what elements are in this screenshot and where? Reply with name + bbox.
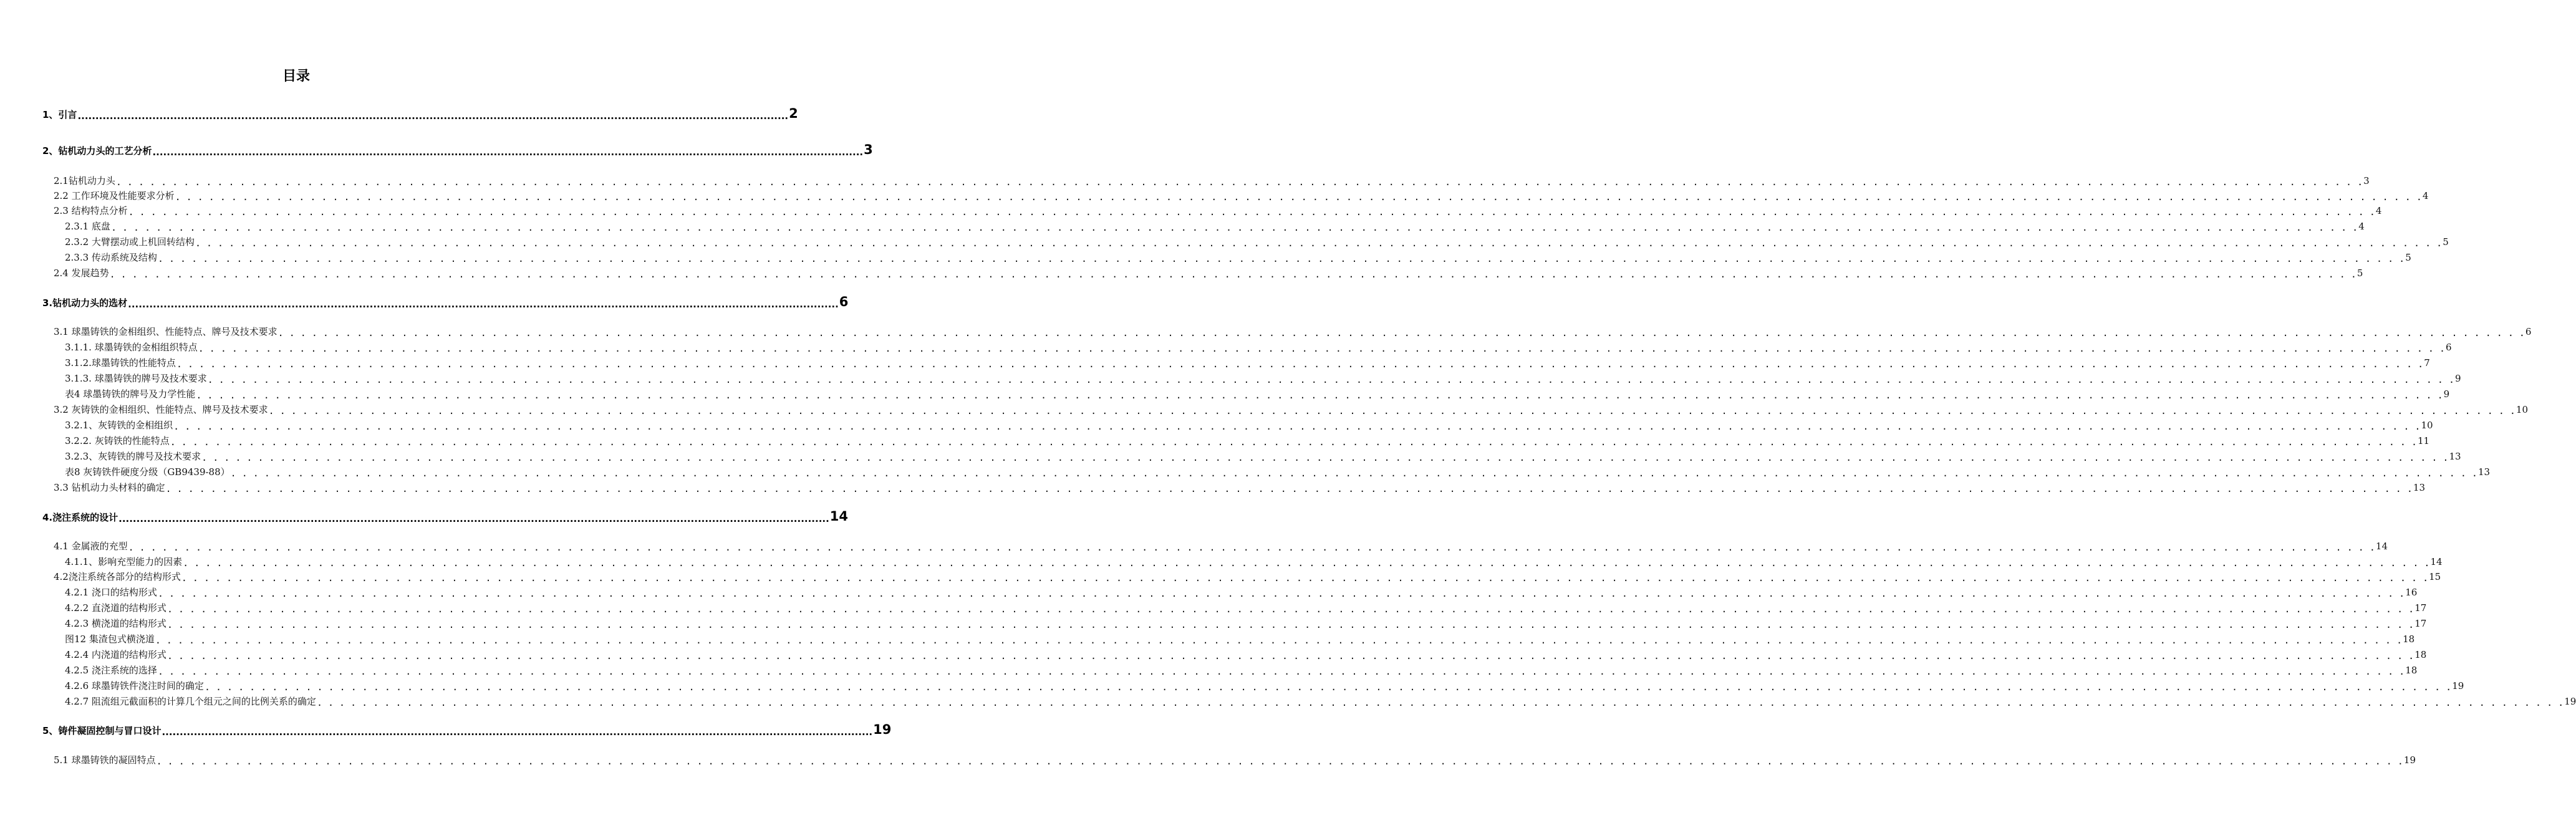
- leader-dots: . . . . . . . . . . . . . . . . . . . . . . . . . . . . . . . . . . . . . . . . . . . . . . . . . . . . . . . . . . . . . . . . . . . . . . . . . . . . . . . . . . . . . . . . . . . . . . . . . . . . . . . . . . . . . . . . . . . . . . . . . . . . . . . . . . . . . . . . . . . . . . . . . . . . . . . . . . . . . . . . . . . . . . . . . . . . . . . . . . . . . . . . . . . . . . . . . . . . . . . .: [173, 421, 2421, 432]
- toc-page-number: 5: [2405, 252, 2411, 263]
- toc-page-number: 17: [2414, 602, 2427, 614]
- toc-page-number: 13: [2477, 466, 2491, 478]
- toc-entry-3-3[interactable]: [54, 480, 2425, 495]
- leader-dots: . . . . . . . . . . . . . . . . . . . . . . . . . . . . . . . . . . . . . . . . . . . . . . . . . . . . . . . . . . . . . . . . . . . . . . . . . . . . . . . . . . . . . . . . . . . . . . . . . . . . . . . . . . . . . . . . . . . . . . . . . . . . . . . . . . . . . . . . . . . . . . . . . . . . . . . . . . . . . . . . . . . . . . . . . . . . . . . . . . . . . . . . . . . . . . . . . . . . . . . .: [196, 390, 2443, 401]
- toc-page-number: 4: [2358, 221, 2365, 232]
- leader-dots: . . . . . . . . . . . . . . . . . . . . . . . . . . . . . . . . . . . . . . . . . . . . . . . . . . . . . . . . . . . . . . . . . . . . . . . . . . . . . . . . . . . . . . . . . . . . . . . . . . . . . . . . . . . . . . . . . . . . . . . . . . . . . . . . . . . . . . . . . . . . . . . . . . . . . . . . . . . . . . . . . . . . . . . . . . . . . . . . . . . . . . . . . . . . . . . . . . . . . . . .: [175, 191, 2422, 203]
- leader-dots: . . . . . . . . . . . . . . . . . . . . . . . . . . . . . . . . . . . . . . . . . . . . . . . . . . . . . . . . . . . . . . . . . . . . . . . . . . . . . . . . . . . . . . . . . . . . . . . . . . . . . . . . . . . . . . . . . . . . . . . . . . . . . . . . . . . . . . . . . . . . . . . . . . . . . . . . . . . . . . . . . . . . . . . . . . . . . . . . . . . . . . . . . . . . . . . . . . . . . . . .: [204, 681, 2452, 693]
- toc-page-number: 19: [2452, 680, 2464, 691]
- toc-label: 2.2 工作环境及性能要求分析: [54, 190, 175, 201]
- leader-dots: . . . . . . . . . . . . . . . . . . . . . . . . . . . . . . . . . . . . . . . . . . . . . . . . . . . . . . . . . . . . . . . . . . . . . . . . . . . . . . . . . . . . . . . . . . . . . . . . . . . . . . . . . . . . . . . . . . . . . . . . . . . . . . . . . . . . . . . . . . . . . . . . . . . . . . . . . . . . . . . . . . . . . . . . . . . . . . . . . . . . . . . . . . . . . . . . . . . . . . . .: [195, 238, 2443, 249]
- leader-dots: . . . . . . . . . . . . . . . . . . . . . . . . . . . . . . . . . . . . . . . . . . . . . . . . . . . . . . . . . . . . . . . . . . . . . . . . . . . . . . . . . . . . . . . . . . . . . . . . . . . . . . . . . . . . . . . . . . . . . . . . . . . . . . . . . . . . . . . . . . . . . . . . . . . . . . . . . . . . . . . . . . . . . . . . . . . . . . . . . . . . . . . . . . . . . . . . . . . . . . . .: [166, 604, 2414, 615]
- leader-dots: ........................................................................................................................................................................................................: [152, 147, 864, 158]
- toc-entry-2-3[interactable]: [54, 203, 2382, 218]
- toc-label: 4.浇注系统的设计: [42, 512, 118, 523]
- toc-entry-3-1[interactable]: [54, 324, 2532, 339]
- toc-label: 2.3 结构特点分析: [54, 205, 128, 216]
- leader-dots: . . . . . . . . . . . . . . . . . . . . . . . . . . . . . . . . . . . . . . . . . . . . . . . . . . . . . . . . . . . . . . . . . . . . . . . . . . . . . . . . . . . . . . . . . . . . . . . . . . . . . . . . . . . . . . . . . . . . . . . . . . . . . . . . . . . . . . . . . . . . . . . . . . . . . . . . . . . . . . . . . . . . . . . . . . . . . . . . . . . . . . . . . . . . . . . . . . . . . . . .: [181, 572, 2429, 584]
- toc-label: 4.2.3 横浇道的结构形式: [65, 618, 166, 629]
- toc-label: 4.2浇注系统各部分的结构形式: [54, 571, 181, 582]
- toc-entry-2-4[interactable]: [54, 266, 2363, 281]
- toc-page-number: 9: [2455, 373, 2461, 384]
- toc-label: 4.2.1 浇口的结构形式: [65, 587, 157, 598]
- toc-label: 3.1.1. 球墨铸铁的金相组织特点: [65, 342, 198, 353]
- toc-entry-table-4[interactable]: [65, 387, 2450, 402]
- leader-dots: . . . . . . . . . . . . . . . . . . . . . . . . . . . . . . . . . . . . . . . . . . . . . . . . . . . . . . . . . . . . . . . . . . . . . . . . . . . . . . . . . . . . . . . . . . . . . . . . . . . . . . . . . . . . . . . . . . . . . . . . . . . . . . . . . . . . . . . . . . . . . . . . . . . . . . . . . . . . . . . . . . . . . . . . . . . . . . . . . . . . . . . . . . . . . . . . . . . . . . . .: [230, 468, 2477, 479]
- toc-entry-2[interactable]: [42, 141, 873, 158]
- toc-page-number: 5: [2443, 236, 2449, 248]
- toc-label: 4.1.1、影响充型能力的因素: [65, 556, 183, 567]
- toc-entry-1[interactable]: [42, 105, 798, 122]
- toc-page-number: 14: [2375, 541, 2388, 552]
- toc-label: 2.3.1 底盘: [65, 221, 110, 232]
- toc-page-number: 13: [2449, 451, 2461, 462]
- toc-entry-3-2-2[interactable]: [65, 433, 2430, 448]
- toc-label: 3.2.2. 灰铸铁的性能特点: [65, 435, 170, 446]
- toc-entry-table-8[interactable]: [65, 465, 2491, 479]
- toc-page-number: 18: [2414, 649, 2427, 660]
- page-title: 目录: [282, 69, 310, 84]
- toc-page-number: 6: [2525, 326, 2532, 337]
- leader-dots: ........................................................................................................................................................................................................: [162, 726, 873, 738]
- toc-label: 4.1 金属液的充型: [54, 541, 128, 552]
- toc-label: 2.1钻机动力头: [54, 175, 115, 186]
- toc-page-number: 18: [2403, 633, 2415, 645]
- toc-page-number: 4: [2375, 205, 2382, 216]
- toc-label: 5.1 球墨铸铁的凝固特点: [54, 754, 156, 766]
- toc-entry-4-2-5[interactable]: [65, 663, 2418, 678]
- leader-dots: . . . . . . . . . . . . . . . . . . . . . . . . . . . . . . . . . . . . . . . . . . . . . . . . . . . . . . . . . . . . . . . . . . . . . . . . . . . . . . . . . . . . . . . . . . . . . . . . . . . . . . . . . . . . . . . . . . . . . . . . . . . . . . . . . . . . . . . . . . . . . . . . . . . . . . . . . . . . . . . . . . . . . . . . . . . . . . . . . . . . . . . . . . . . . . . . . . . . . . . .: [109, 269, 2357, 280]
- leader-dots: ........................................................................................................................................................................................................: [77, 110, 789, 122]
- toc-entry-4-2-7[interactable]: [65, 694, 2576, 709]
- toc-label: 表8 灰铸铁件硬度分级（GB9439-88）: [65, 466, 230, 478]
- leader-dots: . . . . . . . . . . . . . . . . . . . . . . . . . . . . . . . . . . . . . . . . . . . . . . . . . . . . . . . . . . . . . . . . . . . . . . . . . . . . . . . . . . . . . . . . . . . . . . . . . . . . . . . . . . . . . . . . . . . . . . . . . . . . . . . . . . . . . . . . . . . . . . . . . . . . . . . . . . . . . . . . . . . . . . . . . . . . . . . . . . . . . . . . . . . . . . . . . . . . . . . .: [110, 222, 2358, 233]
- leader-dots: ........................................................................................................................................................................................................: [128, 299, 839, 310]
- toc-label: 4.2.4 内浇道的结构形式: [65, 649, 166, 660]
- toc-page-number: 17: [2414, 618, 2427, 629]
- toc-label: 4.2.7 阻流组元截面积的计算几个组元之间的比例关系的确定: [65, 696, 316, 707]
- toc-entry-3-2-1[interactable]: [65, 418, 2433, 433]
- leader-dots: . . . . . . . . . . . . . . . . . . . . . . . . . . . . . . . . . . . . . . . . . . . . . . . . . . . . . . . . . . . . . . . . . . . . . . . . . . . . . . . . . . . . . . . . . . . . . . . . . . . . . . . . . . . . . . . . . . . . . . . . . . . . . . . . . . . . . . . . . . . . . . . . . . . . . . . . . . . . . . . . . . . . . . . . . . . . . . . . . . . . . . . . . . . . . . . . . . . . . . . .: [165, 483, 2413, 494]
- toc-entry-2-1[interactable]: [54, 173, 2370, 188]
- toc-page-number: 2: [789, 106, 798, 121]
- toc-label: 5、铸件凝固控制与冒口设计: [42, 725, 162, 736]
- toc-label: 3.1 球墨铸铁的金相组织、性能特点、牌号及技术要求: [54, 326, 277, 337]
- leader-dots: . . . . . . . . . . . . . . . . . . . . . . . . . . . . . . . . . . . . . . . . . . . . . . . . . . . . . . . . . . . . . . . . . . . . . . . . . . . . . . . . . . . . . . . . . . . . . . . . . . . . . . . . . . . . . . . . . . . . . . . . . . . . . . . . . . . . . . . . . . . . . . . . . . . . . . . . . . . . . . . . . . . . . . . . . . . . . . . . . . . . . . . . . . . . . . . . . . . . . . . .: [170, 436, 2417, 448]
- toc-page-number: 14: [2430, 556, 2443, 567]
- toc-label: 3.2.3、灰铸铁的牌号及技术要求: [65, 451, 201, 462]
- leader-dots: . . . . . . . . . . . . . . . . . . . . . . . . . . . . . . . . . . . . . . . . . . . . . . . . . . . . . . . . . . . . . . . . . . . . . . . . . . . . . . . . . . . . . . . . . . . . . . . . . . . . . . . . . . . . . . . . . . . . . . . . . . . . . . . . . . . . . . . . . . . . . . . . . . . . . . . . . . . . . . . . . . . . . . . . . . . . . . . . . . . . . . . . . . . . . . . . . . . . . . . .: [157, 666, 2405, 677]
- toc-entry-figure-12[interactable]: [65, 632, 2415, 647]
- toc-page-number: 3: [2363, 175, 2370, 186]
- toc-page-number: 14: [829, 509, 849, 524]
- toc-label: 2.3.3 传动系统及结构: [65, 252, 157, 263]
- toc-entry-2-2[interactable]: [54, 188, 2429, 203]
- toc-entry-4-2-4[interactable]: [65, 647, 2427, 662]
- leader-dots: ........................................................................................................................................................................................................: [118, 513, 829, 524]
- toc-page-number: 19: [2403, 754, 2416, 766]
- leader-dots: . . . . . . . . . . . . . . . . . . . . . . . . . . . . . . . . . . . . . . . . . . . . . . . . . . . . . . . . . . . . . . . . . . . . . . . . . . . . . . . . . . . . . . . . . . . . . . . . . . . . . . . . . . . . . . . . . . . . . . . . . . . . . . . . . . . . . . . . . . . . . . . . . . . . . . . . . . . . . . . . . . . . . . . . . . . . . . . . . . . . . . . . . . . . . . . . . . . . . . . .: [157, 588, 2405, 599]
- leader-dots: . . . . . . . . . . . . . . . . . . . . . . . . . . . . . . . . . . . . . . . . . . . . . . . . . . . . . . . . . . . . . . . . . . . . . . . . . . . . . . . . . . . . . . . . . . . . . . . . . . . . . . . . . . . . . . . . . . . . . . . . . . . . . . . . . . . . . . . . . . . . . . . . . . . . . . . . . . . . . . . . . . . . . . . . . . . . . . . . . . . . . . . . . . . . . . . . . . . . . . . .: [166, 619, 2414, 630]
- toc-entry-2-3-2[interactable]: [65, 234, 2449, 249]
- leader-dots: . . . . . . . . . . . . . . . . . . . . . . . . . . . . . . . . . . . . . . . . . . . . . . . . . . . . . . . . . . . . . . . . . . . . . . . . . . . . . . . . . . . . . . . . . . . . . . . . . . . . . . . . . . . . . . . . . . . . . . . . . . . . . . . . . . . . . . . . . . . . . . . . . . . . . . . . . . . . . . . . . . . . . . . . . . . . . . . . . . . . . . . . . . . . . . . . . . . . . . . .: [183, 557, 2430, 569]
- toc-entry-3-1-2[interactable]: [65, 355, 2430, 370]
- toc-entry-4-1-1[interactable]: [65, 554, 2443, 569]
- toc-page-number: 11: [2418, 435, 2430, 446]
- leader-dots: . . . . . . . . . . . . . . . . . . . . . . . . . . . . . . . . . . . . . . . . . . . . . . . . . . . . . . . . . . . . . . . . . . . . . . . . . . . . . . . . . . . . . . . . . . . . . . . . . . . . . . . . . . . . . . . . . . . . . . . . . . . . . . . . . . . . . . . . . . . . . . . . . . . . . . . . . . . . . . . . . . . . . . . . . . . . . . . . . . . . . . . . . . . . . . . . . . . . . . . .: [128, 206, 2375, 218]
- toc-label: 3.钻机动力头的选材: [42, 297, 128, 309]
- toc-page-number: 6: [2446, 342, 2452, 353]
- leader-dots: . . . . . . . . . . . . . . . . . . . . . . . . . . . . . . . . . . . . . . . . . . . . . . . . . . . . . . . . . . . . . . . . . . . . . . . . . . . . . . . . . . . . . . . . . . . . . . . . . . . . . . . . . . . . . . . . . . . . . . . . . . . . . . . . . . . . . . . . . . . . . . . . . . . . . . . . . . . . . . . . . . . . . . . . . . . . . . . . . . . . . . . . . . . . . . . . . . . . . . . .: [115, 176, 2363, 188]
- toc-entry-4-2-6[interactable]: [65, 678, 2464, 693]
- toc-page-number: 6: [839, 294, 849, 309]
- toc-label: 1、引言: [42, 109, 77, 120]
- toc-page-number: 5: [2357, 267, 2363, 279]
- toc-entry-3-1-3[interactable]: [65, 371, 2461, 386]
- leader-dots: . . . . . . . . . . . . . . . . . . . . . . . . . . . . . . . . . . . . . . . . . . . . . . . . . . . . . . . . . . . . . . . . . . . . . . . . . . . . . . . . . . . . . . . . . . . . . . . . . . . . . . . . . . . . . . . . . . . . . . . . . . . . . . . . . . . . . . . . . . . . . . . . . . . . . . . . . . . . . . . . . . . . . . . . . . . . . . . . . . . . . . . . . . . . . . . . . . . . . . . .: [128, 542, 2375, 553]
- leader-dots: . . . . . . . . . . . . . . . . . . . . . . . . . . . . . . . . . . . . . . . . . . . . . . . . . . . . . . . . . . . . . . . . . . . . . . . . . . . . . . . . . . . . . . . . . . . . . . . . . . . . . . . . . . . . . . . . . . . . . . . . . . . . . . . . . . . . . . . . . . . . . . . . . . . . . . . . . . . . . . . . . . . . . . . . . . . . . . . . . . . . . . . . . . . . . . . . . . . . . . . .: [277, 327, 2525, 339]
- toc-entry-4-2-1[interactable]: [65, 585, 2418, 600]
- toc-label: 2.4 发展趋势: [54, 267, 109, 279]
- leader-dots: . . . . . . . . . . . . . . . . . . . . . . . . . . . . . . . . . . . . . . . . . . . . . . . . . . . . . . . . . . . . . . . . . . . . . . . . . . . . . . . . . . . . . . . . . . . . . . . . . . . . . . . . . . . . . . . . . . . . . . . . . . . . . . . . . . . . . . . . . . . . . . . . . . . . . . . . . . . . . . . . . . . . . . . . . . . . . . . . . . . . . . . . . . . . . . . . . . . . . . . .: [166, 650, 2414, 662]
- toc-page-number: 15: [2429, 571, 2441, 582]
- toc-page-number: 3: [864, 142, 873, 157]
- toc-page-number: 16: [2405, 587, 2418, 598]
- toc-label: 3.2.1、灰铸铁的金相组织: [65, 420, 173, 431]
- toc-label: 4.2.6 球墨铸铁件浇注时间的确定: [65, 680, 204, 691]
- toc-entry-3-2-3[interactable]: [65, 449, 2461, 464]
- toc-entry-3-2[interactable]: [54, 402, 2529, 417]
- leader-dots: . . . . . . . . . . . . . . . . . . . . . . . . . . . . . . . . . . . . . . . . . . . . . . . . . . . . . . . . . . . . . . . . . . . . . . . . . . . . . . . . . . . . . . . . . . . . . . . . . . . . . . . . . . . . . . . . . . . . . . . . . . . . . . . . . . . . . . . . . . . . . . . . . . . . . . . . . . . . . . . . . . . . . . . . . . . . . . . . . . . . . . . . . . . . . . . . . . . . . . . .: [201, 452, 2449, 463]
- toc-page-number: 4: [2422, 190, 2429, 201]
- toc-entry-5[interactable]: [42, 721, 892, 738]
- toc-label: 图12 集渣包式横浇道: [65, 633, 155, 645]
- toc-page-number: 19: [873, 722, 892, 737]
- toc-entry-3-1-1[interactable]: [65, 340, 2452, 355]
- leader-dots: . . . . . . . . . . . . . . . . . . . . . . . . . . . . . . . . . . . . . . . . . . . . . . . . . . . . . . . . . . . . . . . . . . . . . . . . . . . . . . . . . . . . . . . . . . . . . . . . . . . . . . . . . . . . . . . . . . . . . . . . . . . . . . . . . . . . . . . . . . . . . . . . . . . . . . . . . . . . . . . . . . . . . . . . . . . . . . . . . . . . . . . . . . . . . . . . . . . . . . . .: [207, 374, 2454, 385]
- toc-entry-2-3-3[interactable]: [65, 250, 2411, 265]
- toc-page-number: 18: [2405, 665, 2418, 676]
- toc-label: 3.1.3. 球墨铸铁的牌号及技术要求: [65, 373, 207, 384]
- toc-entry-4-2-2[interactable]: [65, 600, 2427, 615]
- toc-page-number: 9: [2443, 388, 2450, 400]
- toc-label: 4.2.5 浇注系统的选择: [65, 665, 157, 676]
- toc-entry-2-3-1[interactable]: [65, 219, 2365, 234]
- toc-page-number: 19: [2564, 696, 2576, 707]
- toc-page-number: 10: [2516, 404, 2529, 415]
- toc-entry-4-2[interactable]: [54, 569, 2441, 584]
- toc-entry-4[interactable]: [42, 508, 849, 525]
- toc-entry-4-2-3[interactable]: [65, 616, 2427, 631]
- toc-page-number: 7: [2424, 357, 2430, 368]
- toc-entry-3[interactable]: [42, 293, 849, 311]
- leader-dots: . . . . . . . . . . . . . . . . . . . . . . . . . . . . . . . . . . . . . . . . . . . . . . . . . . . . . . . . . . . . . . . . . . . . . . . . . . . . . . . . . . . . . . . . . . . . . . . . . . . . . . . . . . . . . . . . . . . . . . . . . . . . . . . . . . . . . . . . . . . . . . . . . . . . . . . . . . . . . . . . . . . . . . . . . . . . . . . . . . . . . . . . . . . . . . . . . . . . . . . .: [268, 405, 2516, 417]
- toc-entry-5-1[interactable]: [54, 753, 2416, 768]
- leader-dots: . . . . . . . . . . . . . . . . . . . . . . . . . . . . . . . . . . . . . . . . . . . . . . . . . . . . . . . . . . . . . . . . . . . . . . . . . . . . . . . . . . . . . . . . . . . . . . . . . . . . . . . . . . . . . . . . . . . . . . . . . . . . . . . . . . . . . . . . . . . . . . . . . . . . . . . . . . . . . . . . . . . . . . . . . . . . . . . . . . . . . . . . . . . . . . . . . . . . . . . .: [198, 343, 2445, 354]
- leader-dots: . . . . . . . . . . . . . . . . . . . . . . . . . . . . . . . . . . . . . . . . . . . . . . . . . . . . . . . . . . . . . . . . . . . . . . . . . . . . . . . . . . . . . . . . . . . . . . . . . . . . . . . . . . . . . . . . . . . . . . . . . . . . . . . . . . . . . . . . . . . . . . . . . . . . . . . . . . . . . . . . . . . . . . . . . . . . . . . . . . . . . . . . . . . . . . . . . . . . . . . .: [316, 697, 2564, 708]
- leader-dots: . . . . . . . . . . . . . . . . . . . . . . . . . . . . . . . . . . . . . . . . . . . . . . . . . . . . . . . . . . . . . . . . . . . . . . . . . . . . . . . . . . . . . . . . . . . . . . . . . . . . . . . . . . . . . . . . . . . . . . . . . . . . . . . . . . . . . . . . . . . . . . . . . . . . . . . . . . . . . . . . . . . . . . . . . . . . . . . . . . . . . . . . . . . . . . . . . . . . . . . .: [155, 635, 2403, 646]
- toc-label: 3.1.2.球墨铸铁的性能特点: [65, 357, 176, 368]
- leader-dots: . . . . . . . . . . . . . . . . . . . . . . . . . . . . . . . . . . . . . . . . . . . . . . . . . . . . . . . . . . . . . . . . . . . . . . . . . . . . . . . . . . . . . . . . . . . . . . . . . . . . . . . . . . . . . . . . . . . . . . . . . . . . . . . . . . . . . . . . . . . . . . . . . . . . . . . . . . . . . . . . . . . . . . . . . . . . . . . . . . . . . . . . . . . . . . . . . . . . . . . .: [176, 359, 2424, 370]
- leader-dots: . . . . . . . . . . . . . . . . . . . . . . . . . . . . . . . . . . . . . . . . . . . . . . . . . . . . . . . . . . . . . . . . . . . . . . . . . . . . . . . . . . . . . . . . . . . . . . . . . . . . . . . . . . . . . . . . . . . . . . . . . . . . . . . . . . . . . . . . . . . . . . . . . . . . . . . . . . . . . . . . . . . . . . . . . . . . . . . . . . . . . . . . . . . . . . . . . . . . . . . .: [157, 253, 2405, 264]
- toc-label: 表4 球墨铸铁的牌号及力学性能: [65, 388, 196, 400]
- toc-page-number: 10: [2421, 420, 2433, 431]
- toc-entry-4-1[interactable]: [54, 539, 2388, 554]
- toc-label: 3.3 钻机动力头材料的确定: [54, 482, 165, 493]
- leader-dots: . . . . . . . . . . . . . . . . . . . . . . . . . . . . . . . . . . . . . . . . . . . . . . . . . . . . . . . . . . . . . . . . . . . . . . . . . . . . . . . . . . . . . . . . . . . . . . . . . . . . . . . . . . . . . . . . . . . . . . . . . . . . . . . . . . . . . . . . . . . . . . . . . . . . . . . . . . . . . . . . . . . . . . . . . . . . . . . . . . . . . . . . . . . . . . . . . . . . . . . .: [156, 756, 2403, 767]
- toc-label: 3.2 灰铸铁的金相组织、性能特点、牌号及技术要求: [54, 404, 268, 415]
- toc-label: 2.3.2 大臂摆动或上机回转结构: [65, 236, 195, 248]
- toc-page-number: 13: [2413, 482, 2425, 493]
- toc-label: 4.2.2 直浇道的结构形式: [65, 602, 166, 614]
- toc-label: 2、钻机动力头的工艺分析: [42, 145, 152, 157]
